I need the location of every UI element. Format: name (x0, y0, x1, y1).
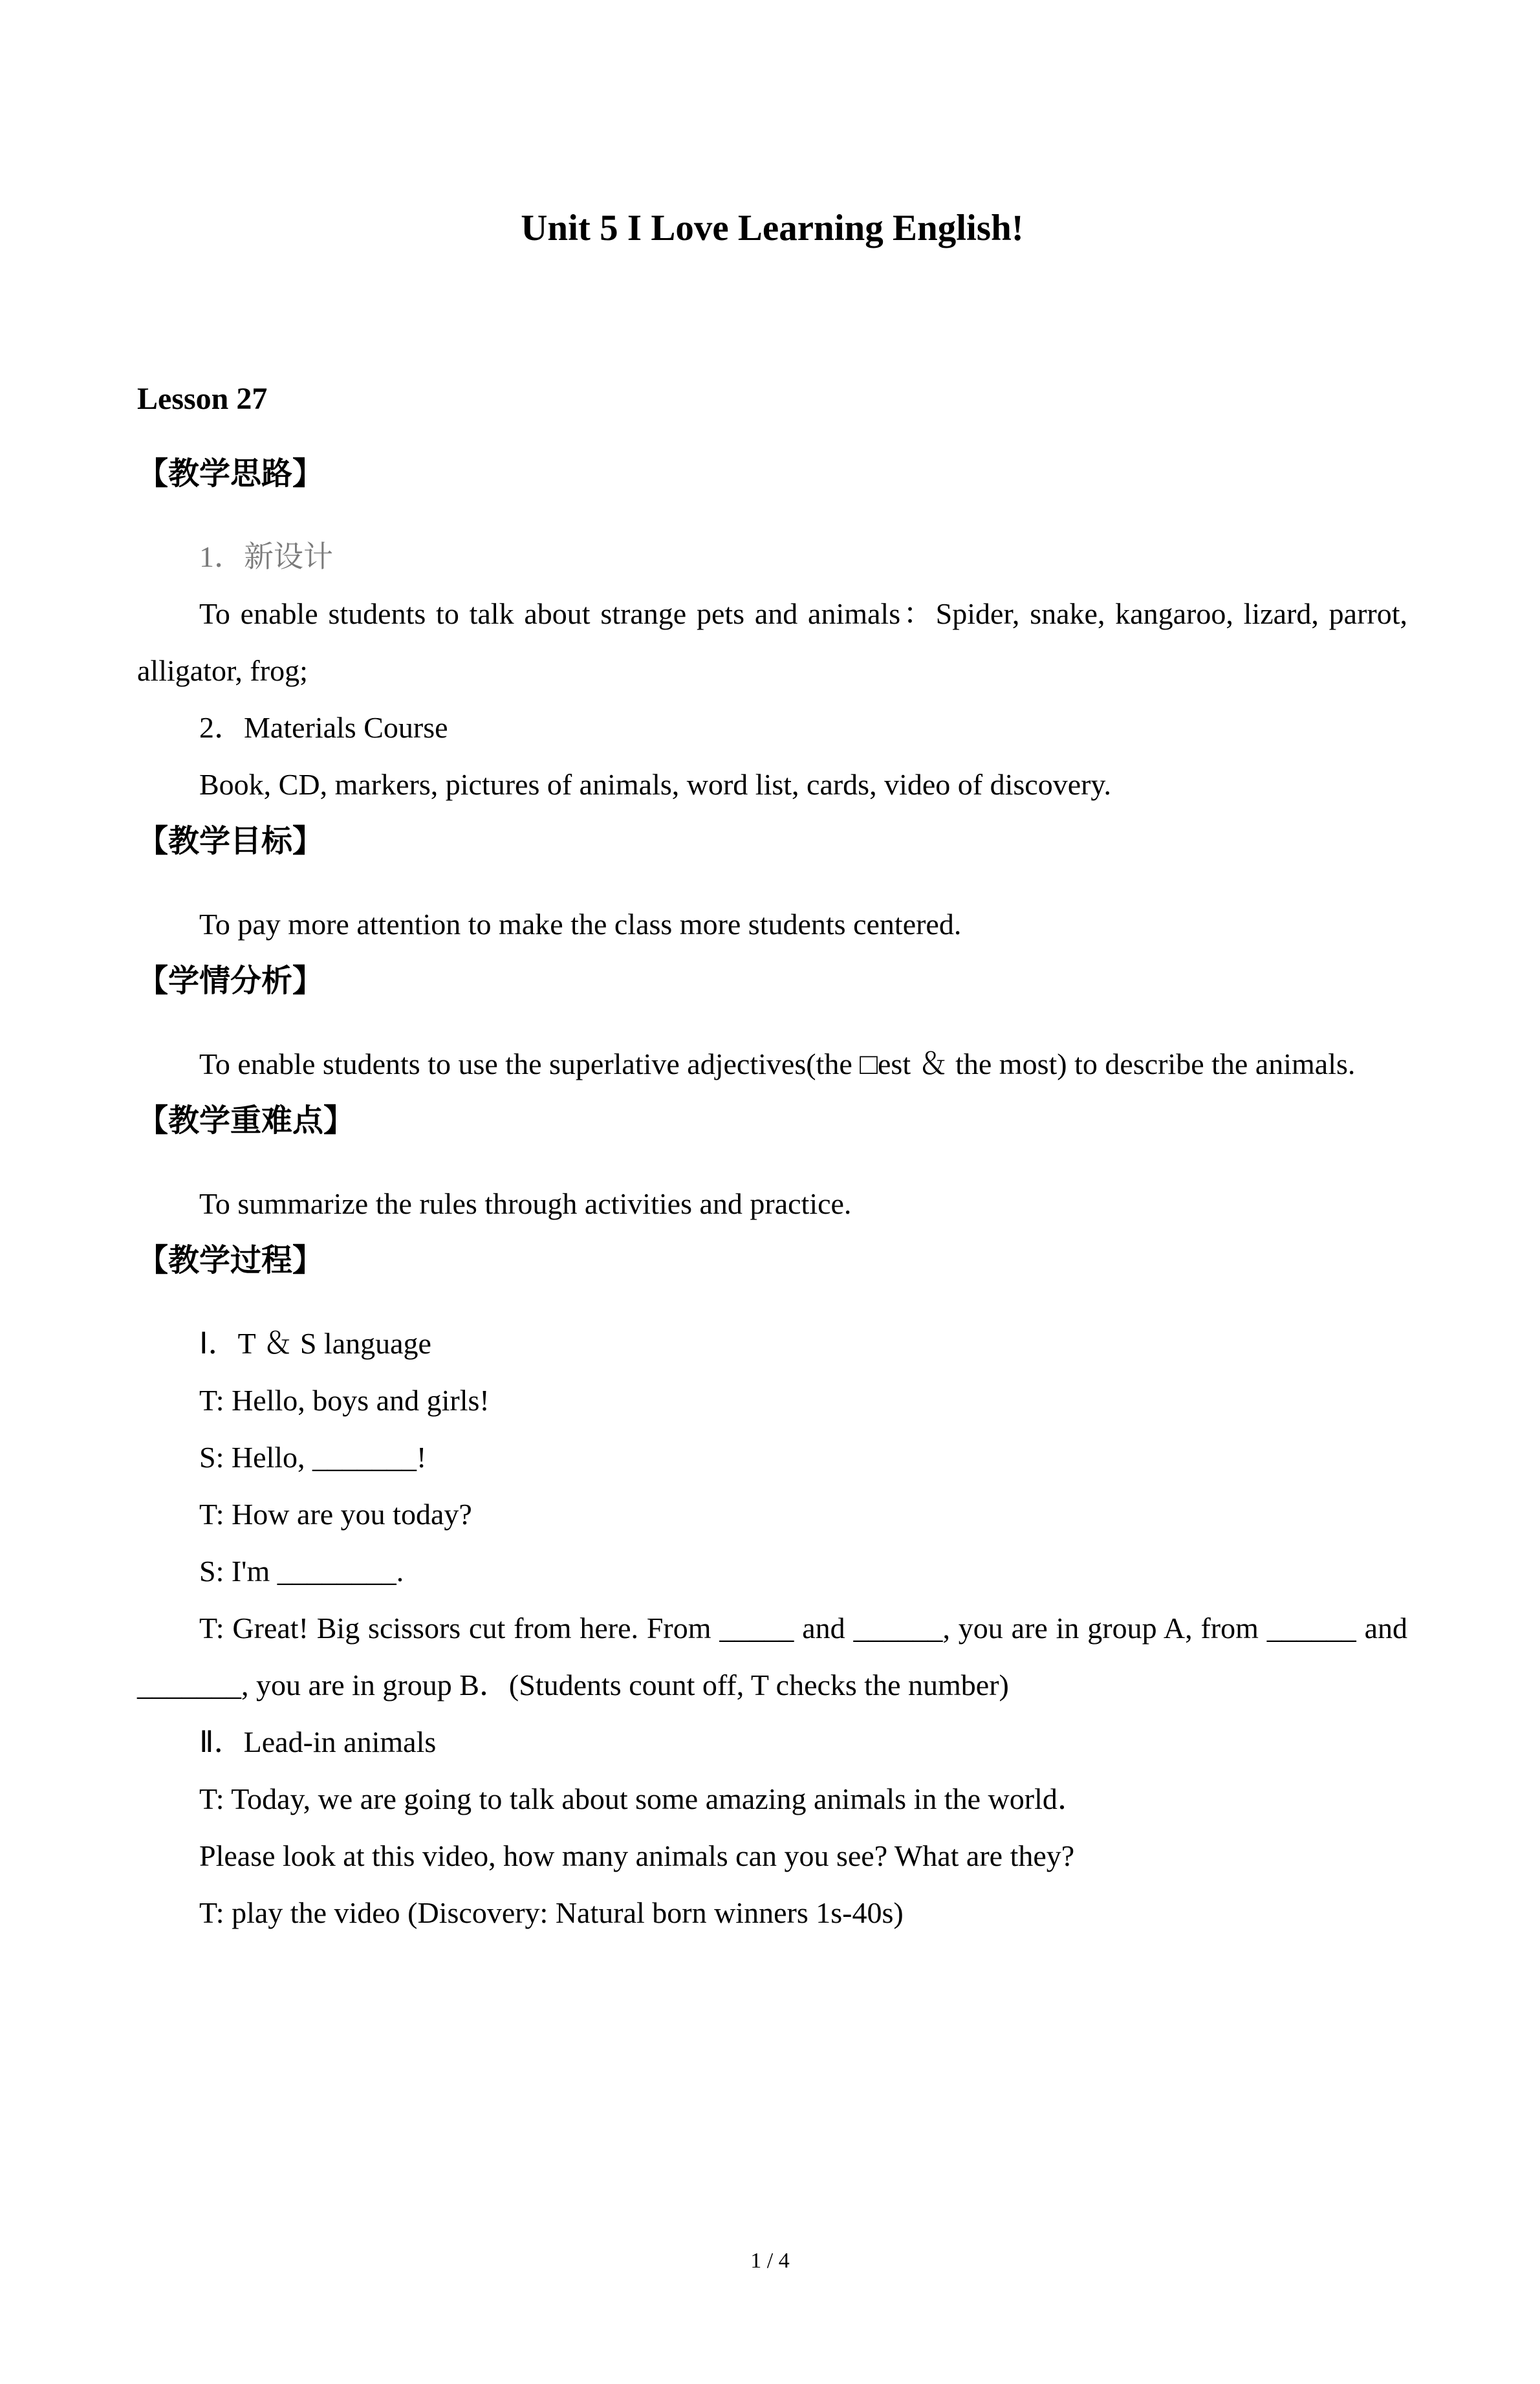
paragraph-superlative: To enable students to use the superlative adjectives(the □est ＆ the most) to describe the animals. (199, 1047, 1356, 1080)
section-heading-key-points: 【教学重难点】 (137, 1104, 355, 1138)
paragraph-dialogue-1: T: Hello, boys and girls! (199, 1384, 490, 1417)
paragraph-materials-list: Book, CD, markers, pictures of animals, word list, cards, video of discovery. (199, 768, 1111, 801)
paragraph-step1: Ⅰ．T ＆ S language (199, 1327, 431, 1360)
paragraph-step2: Ⅱ．Lead-in animals (199, 1725, 437, 1758)
section-heading-process: 【教学过程】 (137, 1243, 324, 1278)
paragraph-new-design: 1．新设计 (199, 540, 333, 573)
paragraph-materials: 2．Materials Course (199, 711, 448, 744)
paragraph-dialogue-5: T: Great! Big scissors cut from here. From _____ and ______, you are in group A, from ______ and _______, you are in group B．(Students count off, T checks the number) (137, 1612, 1407, 1701)
section-heading-learner-analysis: 【学情分析】 (137, 964, 324, 998)
paragraph-dialogue-6: T: Today, we are going to talk about some amazing animals in the world． (199, 1782, 1087, 1815)
document-page (0, 206, 1540, 1941)
paragraph-dialogue-2: S: Hello, _______! (199, 1441, 427, 1474)
lesson-heading: Lesson 27 (137, 382, 268, 416)
paragraph-enable-pets: To enable students to talk about strange pets and animals：Spider, snake, kangaroo, lizard, parrot, alligator, frog; (137, 597, 1407, 687)
paragraph-dialogue-8: T: play the video (Discovery: Natural born winners 1s-40s) (199, 1896, 904, 1929)
page-number: 1 / 4 (750, 2249, 790, 2273)
paragraph-dialogue-7: Please look at this video, how many animals can you see? What are they? (199, 1839, 1075, 1872)
document-title: Unit 5 I Love Learning English! (521, 208, 1024, 248)
paragraph-summarize: To summarize the rules through activities and practice. (199, 1187, 852, 1220)
paragraph-dialogue-4: S: I'm ________. (199, 1555, 404, 1588)
section-heading-teaching-ideas: 【教学思路】 (137, 457, 324, 491)
paragraph-dialogue-3: T: How are you today? (199, 1498, 472, 1531)
section-heading-objectives: 【教学目标】 (137, 824, 324, 858)
paragraph-objectives-text: To pay more attention to make the class more students centered. (199, 908, 962, 941)
